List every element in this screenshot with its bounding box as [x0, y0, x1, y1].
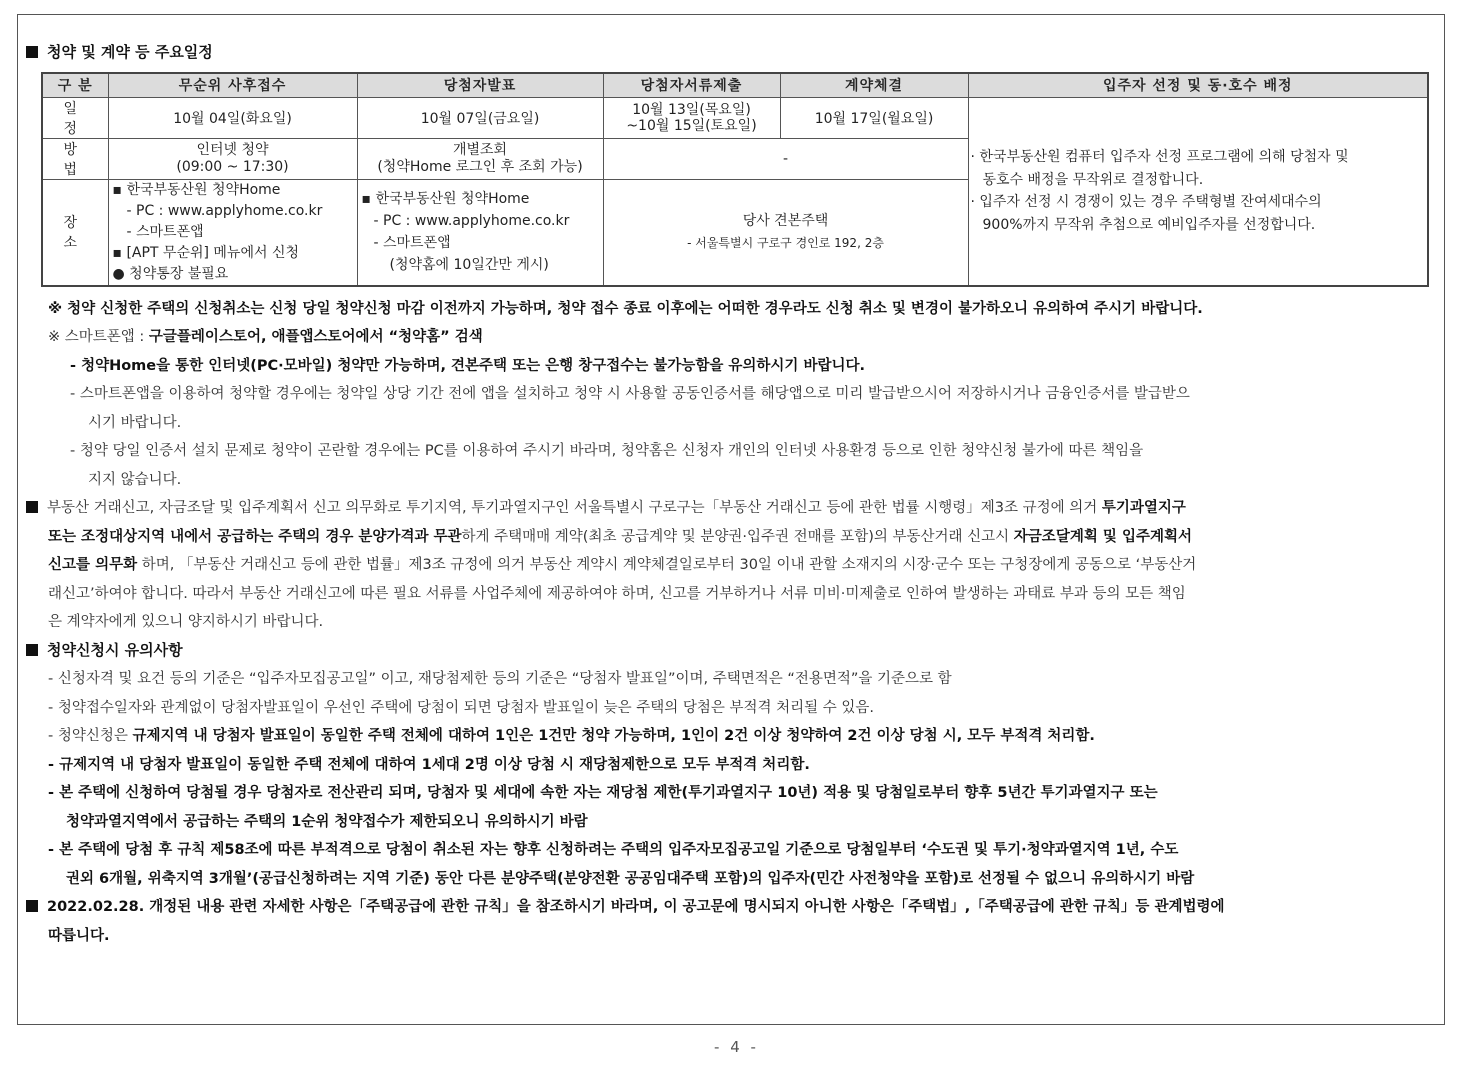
method-announcement-line: 개별조회	[452, 141, 508, 158]
precaution-item-cont: 청약과열지역에서 공급하는 주택의 1순위 청약접수가 제한되오니 유의하시기 바람	[66, 814, 588, 830]
reporting-paragraph-line: 은 계약자에게 있으니 양지하시기 바랍니다.	[48, 614, 324, 630]
reporting-text: 하게 주택매매 계약(최초 공급계약 및 분양권·입주권 전매를 포함)의 부동산거래 신고시	[461, 529, 1014, 545]
precaution-item: - 신청자격 및 요건 등의 기준은 “입주자모집공고일” 이고, 재당첨제한 등의 기준은 “당첨자 발표일”이며, 주택면적은 “전용면적”을 기준으로 함	[48, 671, 952, 687]
place-unranked-line: - 스마트폰앱	[126, 223, 204, 240]
reporting-text-bold: 또는 조정대상지역 내에서 공급하는 주택의 경우 분양가격과 무관	[48, 529, 462, 545]
reporting-text: 하며, 「부동산 거래신고 등에 관한 법률」제3조 규정에 의거 부동산 계약시 계약체결일로부터 30일 이내 관할 소재지의 시장·군수 또는 구청장에게 공동으로 ‘부동산거	[137, 557, 1197, 573]
reporting-text-bold: 신고를 의무화	[48, 557, 138, 573]
precautions-heading	[26, 639, 183, 660]
place-announcement-line: ▪ 한국부동산원 청약Home	[361, 191, 530, 207]
place-model-house	[603, 179, 968, 286]
place-unranked-line: ● 청약통장 불필요	[112, 265, 229, 282]
square-bullet-icon	[26, 46, 38, 58]
square-bullet-icon	[26, 644, 38, 656]
schedule-documents-start: 10월 13일(목요일)	[632, 101, 751, 118]
method-documents-contract: -	[603, 138, 968, 179]
place-unranked-line: ▪ 한국부동산원 청약Home	[112, 181, 281, 198]
place-announcement-line: - PC : www.applyhome.co.kr	[373, 213, 570, 229]
schedule-unranked: 10월 04일(화요일)	[108, 97, 357, 138]
precaution-item: - 청약접수일자와 관계없이 당첨자발표일이 우선인 주택에 당첨이 되면 당첨자 발표일이 늦은 주택의 당첨은 부적격 처리될 수 있음.	[48, 700, 874, 716]
header-contract: 계약체결	[780, 73, 968, 97]
header-document-submission: 당첨자서류제출	[603, 73, 780, 97]
place-unranked-line: - PC : www.applyhome.co.kr	[126, 202, 323, 219]
method-unranked-line: (09:00 ~ 17:30)	[176, 158, 289, 175]
app-install-note-cont: 시기 바랍니다.	[88, 415, 182, 431]
schedule-table	[41, 72, 1429, 287]
precaution-text-bold: 규제지역 내 당첨자 발표일이 동일한 주택 전체에 대하여 1인은 1건만 청약 가능하며, 1인이 2건 이상 청약하여 2건 이상 당첨 시, 모두 부적격 처리함.	[132, 728, 1095, 744]
reporting-paragraph-line: 래신고’하여야 합니다. 따라서 부동산 거래신고에 따른 필요 서류를 사업주체에 제공하여야 하며, 신고를 거부하거나 서류 미비·미제출로 인하여 발생하는 과태료 부과 등의 모든 책임	[48, 586, 1186, 602]
precaution-item: - 본 주택에 당첨 후 규칙 제58조에 따른 부적격으로 당첨이 취소된 자는 향후 신청하려는 주택의 입주자모집공고일 기준으로 당첨일부터 ‘수도권 및 투기·청약과열지역 1년, 수도	[48, 842, 1179, 858]
reporting-paragraph-line	[48, 525, 1192, 546]
method-unranked	[108, 138, 357, 179]
method-announcement-line: (청약Home 로그인 후 조회 가능)	[377, 158, 583, 175]
row-label-method: 방 법	[42, 138, 108, 179]
selection-note-line: · 한국부동산원 컴퓨터 입주자 선정 프로그램에 의해 당첨자 및	[970, 149, 1349, 165]
precaution-item: - 본 주택에 신청하여 당첨될 경우 당첨자로 전산관리 되며, 당첨자 및 세대에 속한 자는 재당첨 제한(투기과열지구 10년) 적용 및 당첨일로부터 향후 5년간 투기과열지구 또는	[48, 785, 1158, 801]
header-winner-announcement: 당첨자발표	[357, 73, 603, 97]
table-header-row	[42, 73, 1428, 97]
regulation-note-cont: 따릅니다.	[48, 928, 110, 944]
header-category: 구 분	[42, 73, 108, 97]
row-label-place: 장 소	[42, 179, 108, 286]
internet-only-note: - 청약Home을 통한 인터넷(PC·모바일) 청약만 가능하며, 견본주택 또는 은행 창구접수는 불가능함을 유의하시기 바랍니다.	[70, 358, 865, 374]
cert-issue-note-cont: 지지 않습니다.	[88, 472, 182, 488]
schedule-documents	[603, 97, 780, 138]
precaution-item: - 규제지역 내 당첨자 발표일이 동일한 주택 전체에 대하여 1세대 2명 이상 당첨 시 재당첨제한으로 모두 부적격 처리함.	[48, 757, 810, 773]
selection-note-line: · 입주자 선정 시 경쟁이 있는 경우 주택형별 잔여세대수의	[970, 194, 1322, 210]
app-install-note: - 스마트폰앱을 이용하여 청약할 경우에는 청약일 상당 기간 전에 앱을 설치하고 청약 시 사용할 공동인증서를 해당앱으로 미리 발급받으시어 저장하시거나 금융인증서를 발급받으	[70, 386, 1190, 402]
smartphone-note	[48, 325, 483, 346]
smartphone-note-search: 구글플레이스토어, 애플앱스토어에서 “청약홈” 검색	[148, 329, 483, 345]
method-unranked-line: 인터넷 청약	[196, 141, 269, 158]
reporting-text: 부동산 거래신고, 자금조달 및 입주계획서 신고 의무화로 투기지역, 투기과열지구인 서울특별시 구로구는「부동산 거래신고 등에 관한 법률 시행령」제3조 규정에 의거	[47, 500, 1102, 516]
model-house-name: 당사 견본주택	[742, 213, 829, 229]
precaution-item-cont: 권외 6개월, 위축지역 3개월’(공급신청하려는 지역 기준) 동안 다른 분양주택(분양전환 공공임대주택 포함)의 입주자(민간 사전청약을 포함)로 선정될 수 없으니 유의하시기 바람	[66, 871, 1195, 887]
precaution-item	[48, 724, 1095, 745]
cert-issue-note: - 청약 당일 인증서 설치 문제로 청약이 곤란할 경우에는 PC를 이용하여 주시기 바라며, 청약홈은 신청자 개인의 인터넷 사용환경 등으로 인한 청약신청 불가에 따른 책임을	[70, 443, 1144, 459]
smartphone-note-prefix: ※ 스마트폰앱 :	[48, 329, 149, 345]
schedule-documents-end: ~10월 15일(토요일)	[626, 117, 757, 134]
place-announcement-line: - 스마트폰앱	[373, 235, 451, 251]
reporting-paragraph-line	[48, 553, 1196, 574]
schedule-heading-text: 청약 및 계약 등 주요일정	[47, 43, 213, 61]
square-bullet-icon	[26, 501, 38, 513]
schedule-heading	[26, 41, 213, 62]
page-number: - 4 -	[714, 1038, 759, 1056]
header-unranked-application: 무순위 사후접수	[108, 73, 357, 97]
selection-notes-cell	[968, 97, 1428, 286]
selection-note-line: 동호수 배정을 무작위로 결정합니다.	[982, 171, 1204, 188]
reporting-text-bold: 자금조달계획 및 입주계획서	[1013, 529, 1192, 545]
place-unranked	[108, 179, 357, 286]
place-announcement-line: (청약홈에 10일간만 게시)	[389, 257, 549, 273]
place-announcement	[357, 179, 603, 286]
place-unranked-line: ▪ [APT 무순위] 메뉴에서 신청	[112, 244, 299, 261]
model-house-address: - 서울특별시 구로구 경인로 192, 2층	[687, 236, 884, 250]
cancel-note: ※ 청약 신청한 주택의 신청취소는 신청 당일 청약신청 마감 이전까지 가능하며, 청약 접수 종료 이후에는 어떠한 경우라도 신청 취소 및 변경이 불가하오니 유의하여 주시기 바랍니다.	[48, 301, 1203, 317]
reporting-text-bold: 투기과열지구	[1101, 500, 1186, 516]
regulation-note	[26, 895, 1225, 916]
precaution-text: - 청약신청은	[48, 728, 133, 744]
schedule-contract: 10월 17일(월요일)	[780, 97, 968, 138]
precautions-heading-text: 청약신청시 유의사항	[47, 641, 183, 659]
header-resident-selection: 입주자 선정 및 동·호수 배정	[968, 73, 1428, 97]
row-label-schedule: 일 정	[42, 97, 108, 138]
schedule-announcement: 10월 07일(금요일)	[357, 97, 603, 138]
selection-note-line: 900%까지 무작위 추첨으로 예비입주자를 선정합니다.	[982, 216, 1316, 233]
table-row-schedule	[42, 97, 1428, 138]
method-announcement	[357, 138, 603, 179]
square-bullet-icon	[26, 900, 38, 912]
reporting-paragraph-line	[26, 496, 1186, 517]
regulation-note-text: 2022.02.28. 개정된 내용 관련 자세한 사항은「주택공급에 관한 규칙」을 참조하시기 바라며, 이 공고문에 명시되지 아니한 사항은「주택법」,「주택공급에 관한 규칙」등 관계법령에	[47, 899, 1225, 915]
